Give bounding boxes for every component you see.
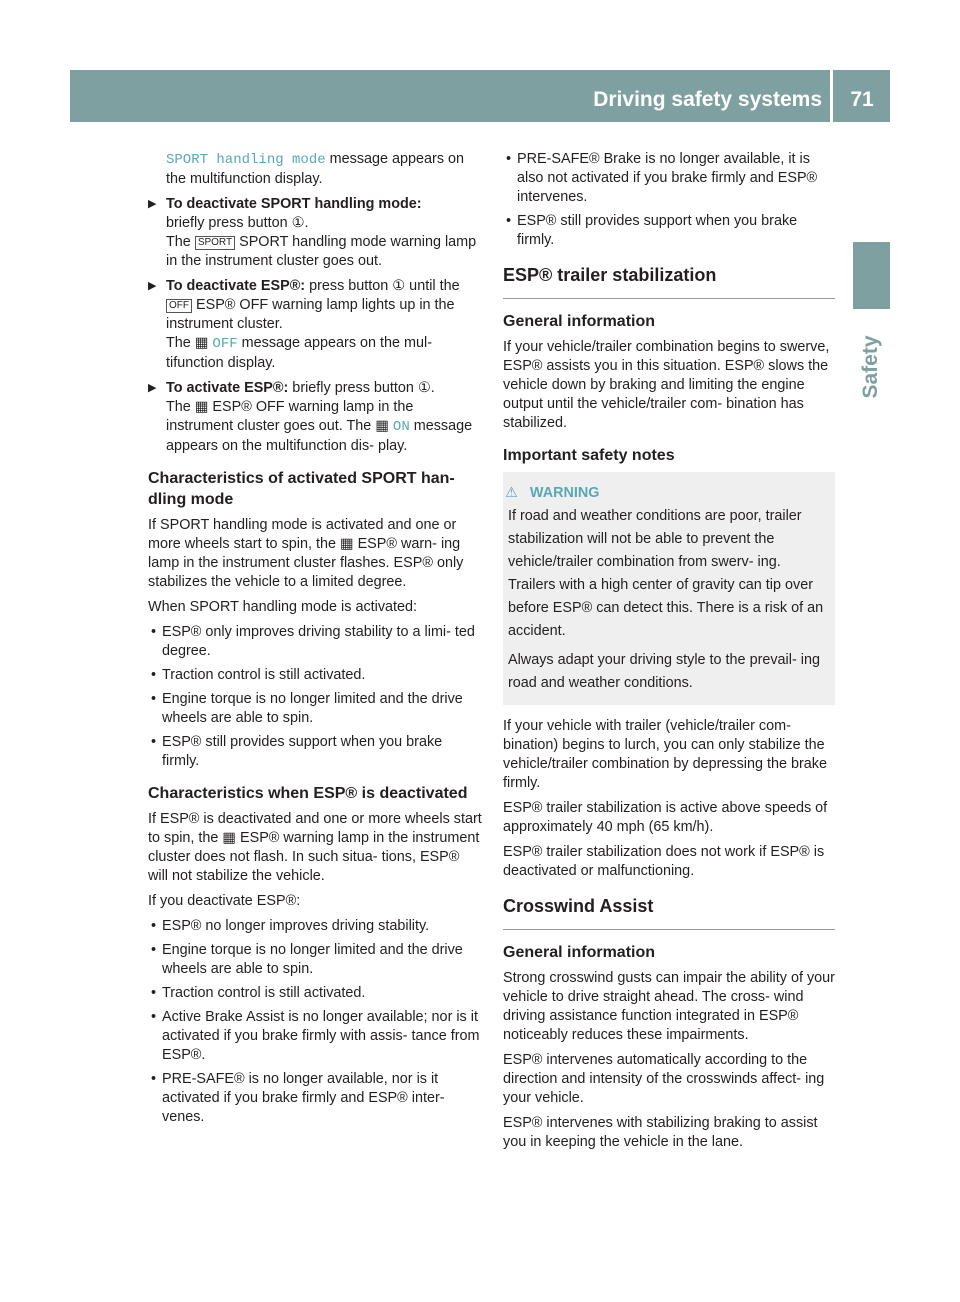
paragraph: If your vehicle with trailer (vehicle/trailer com- bination) begins to lurch, you can only stabilize the vehicle/trailer combination by depressing the brake firmly. xyxy=(503,718,827,791)
paragraph: When SPORT handling mode is activated: xyxy=(148,599,418,615)
heading-general-info: General information xyxy=(503,313,656,330)
heading-crosswind-assist: Crosswind Assist xyxy=(503,895,835,930)
heading-esp-deactivated: Characteristics when ESP® is deactivated xyxy=(148,785,468,802)
warning-text: If road and weather conditions are poor, trailer stabilization will not be able to prevent the vehicle/trailer combination from swerv- ing. Trailers with a high center of gravity can tip over before ESP® can detect this. There is a risk of an accident. xyxy=(508,508,824,639)
car-skid-icon: ▦ xyxy=(375,418,389,434)
paragraph: ESP® intervenes automatically according to the direction and intensity of the crosswinds affect- ing your vehicle. xyxy=(503,1052,825,1106)
paragraph: ESP® intervenes with stabilizing braking to assist you in keeping the vehicle in the lane. xyxy=(503,1115,818,1150)
warning-heading: ⚠ WARNING xyxy=(505,485,600,501)
paragraph: If your vehicle/trailer combination begins to swerve, ESP® assists you in this situation. ESP® slows the vehicle down by braking and limiting the engine output until the vehicle/trailer com- bination has stabilized. xyxy=(503,339,830,431)
paragraph: ESP® trailer stabilization does not work if ESP® is deactivated or malfunctioning. xyxy=(503,844,825,879)
car-skid-icon: ▦ xyxy=(222,830,237,846)
car-skid-icon: ▦ xyxy=(339,536,354,552)
warning-triangle-icon: ⚠ xyxy=(505,485,518,501)
list-item: • Engine torque is no longer limited and the drive wheels are able to spin. xyxy=(148,690,483,728)
step-arrow-icon: ▶ xyxy=(148,382,157,394)
paragraph: ESP® trailer stabilization is active above speeds of approximately 40 mph (65 km/h). xyxy=(503,800,828,835)
list-item: • Active Brake Assist is no longer available; nor is it activated if you brake firmly with assis- tance from ESP®. xyxy=(148,1008,483,1065)
paragraph: Strong crosswind gusts can impair the ability of your vehicle to drive straight ahead. The cross- wind driving assistance function integrated in ESP® noticeably reduces these impairments. xyxy=(503,970,835,1043)
page-number: 71 xyxy=(850,88,874,111)
list-item: • ESP® still provides support when you brake firmly. xyxy=(503,212,835,250)
esp-off-lamp-icon: OFF xyxy=(166,299,192,313)
warning-box xyxy=(503,472,835,705)
chapter-tab xyxy=(853,242,890,309)
esp-off-icon: ▦ xyxy=(194,399,209,415)
step-arrow-icon: ▶ xyxy=(148,280,157,292)
paragraph: If ESP® is deactivated and one or more wheels start to spin, the ▦ ESP® warning lamp in the instrument cluster does not flash. In such situa- tions, ESP® will not stabilize the vehicle. xyxy=(148,811,482,884)
chapter-label: Safety xyxy=(859,335,882,399)
right-column xyxy=(503,150,835,1158)
left-column xyxy=(148,150,483,1132)
list-item: • Traction control is still activated. xyxy=(148,984,483,1003)
paragraph: If SPORT handling mode is activated and one or more wheels start to spin, the ▦ ESP® warn- ing lamp in the instrument cluster flashes. ESP® only stabilizes the vehicle to a limited degree. xyxy=(148,517,464,590)
heading-trailer-stabilization: ESP® trailer stabilization xyxy=(503,264,835,299)
display-message: OFF xyxy=(212,336,238,352)
header-divider xyxy=(830,70,833,122)
heading-general-info: General information xyxy=(503,944,656,961)
list-item: • ESP® no longer improves driving stability. xyxy=(148,917,483,936)
intro-paragraph: SPORT handling mode message appears on the multifunction display. xyxy=(166,151,465,187)
list-item: • Engine torque is no longer limited and the drive wheels are able to spin. xyxy=(148,941,483,979)
list-item: • ESP® still provides support when you brake firmly. xyxy=(148,733,483,771)
car-skid-icon: ▦ xyxy=(194,335,209,351)
step-deactivate-sport: ▶ To deactivate SPORT handling mode: briefly press button ①. The SPORT SPORT handling mode warning lamp in the instrument cluster goes out. xyxy=(148,196,477,269)
heading-sport-characteristics: Characteristics of activated SPORT han- dling mode xyxy=(148,470,455,508)
heading-safety-notes: Important safety notes xyxy=(503,447,675,464)
section-title: Driving safety systems xyxy=(593,88,822,111)
step-arrow-icon: ▶ xyxy=(148,198,157,210)
warning-text: Always adapt your driving style to the prevail- ing road and weather conditions. xyxy=(508,652,820,691)
list-item: • ESP® only improves driving stability to a limi- ted degree. xyxy=(148,623,483,661)
display-message: SPORT handling mode xyxy=(166,152,326,168)
sport-lamp-icon: SPORT xyxy=(195,236,235,250)
display-message: ON xyxy=(392,419,410,435)
step-activate-esp: ▶ To activate ESP®: briefly press button ①. The ▦ ESP® OFF warning lamp in the instrument cluster goes out. The ▦ ON message appears on the multifunction dis- play. xyxy=(148,380,473,454)
list-item: • PRE-SAFE® is no longer available, nor is it activated if you brake firmly and ESP® inter- venes. xyxy=(148,1070,483,1127)
step-deactivate-esp: ▶ To deactivate ESP®: press button ① until the OFF ESP® OFF warning lamp lights up in the instrument cluster. The ▦ OFF message appears on the mul- tifunction display. xyxy=(148,278,460,371)
list-item: • PRE-SAFE® Brake is no longer available, it is also not activated if you brake firmly and ESP® intervenes. xyxy=(503,150,835,207)
paragraph: If you deactivate ESP®: xyxy=(148,893,301,909)
list-item: • Traction control is still activated. xyxy=(148,666,483,685)
